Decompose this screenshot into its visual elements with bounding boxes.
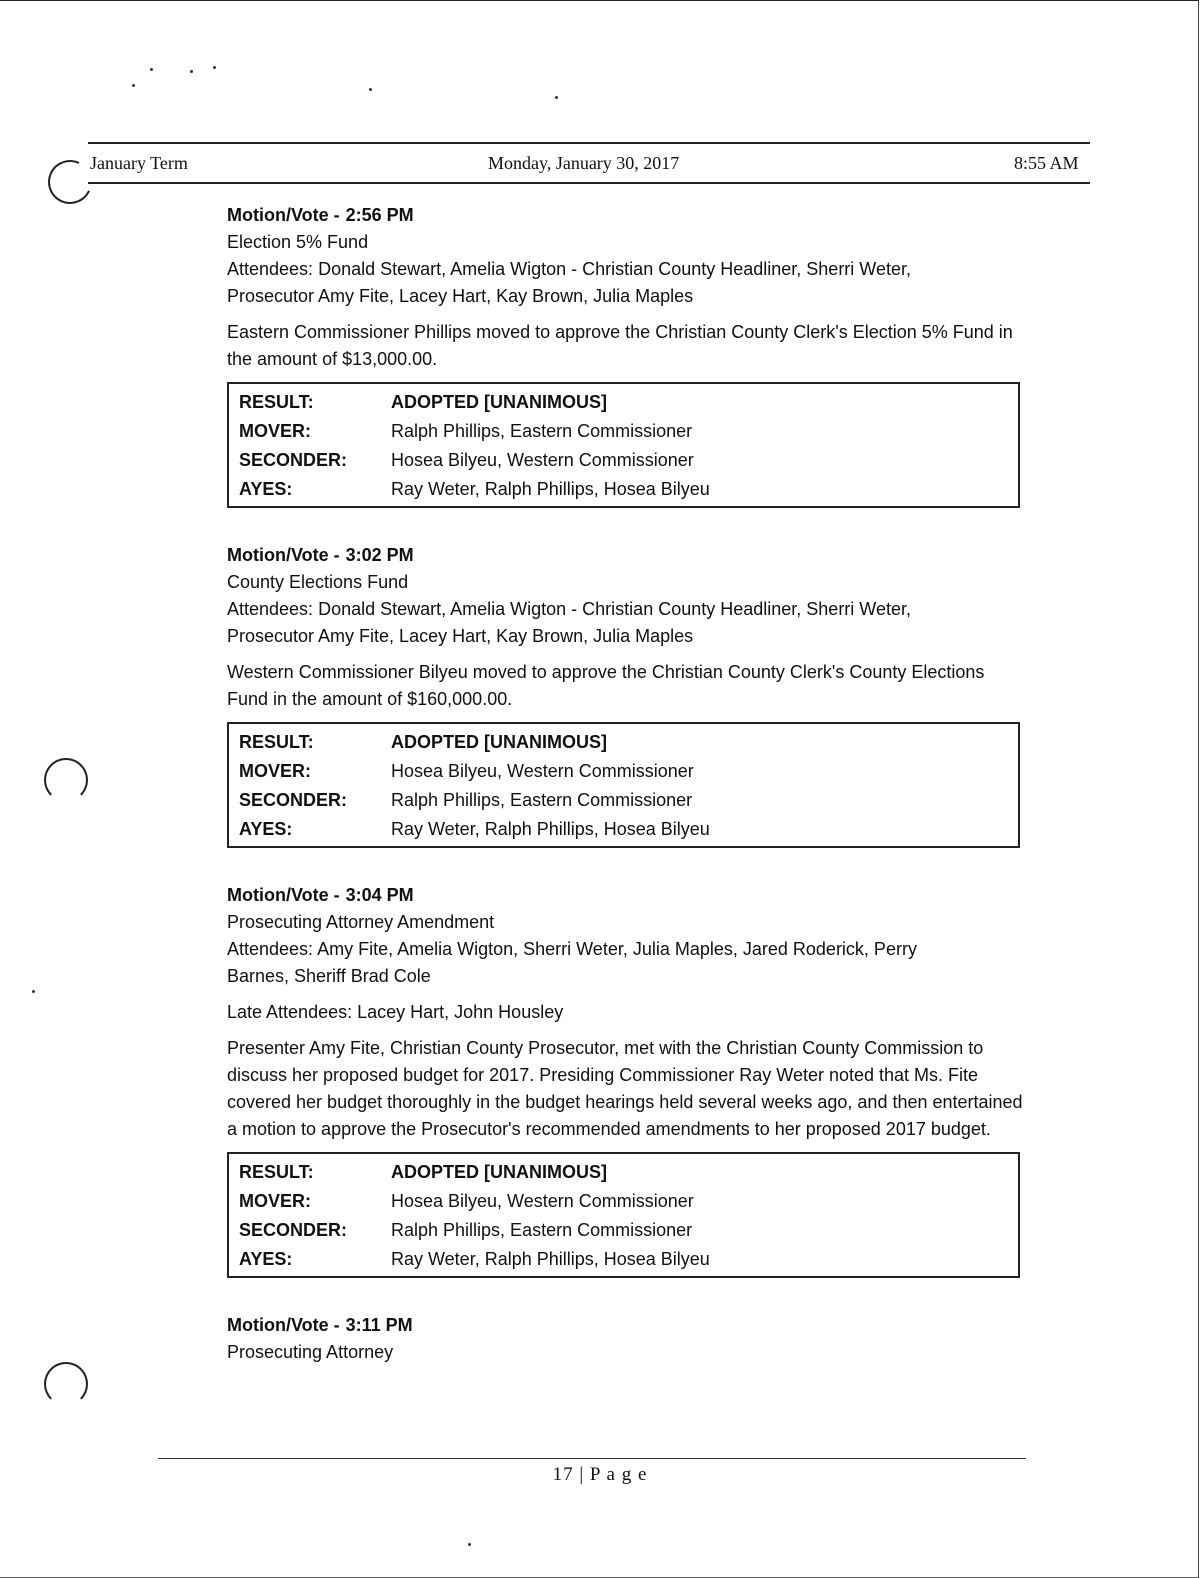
scan-speck — [369, 88, 372, 91]
footer-rule — [158, 1458, 1026, 1459]
vote-result-table — [227, 382, 1020, 508]
page-number: 17 | P a g e — [552, 1464, 648, 1485]
vote-label: MOVER: — [239, 761, 311, 781]
vote-result: ADOPTED [UNANIMOUS] — [391, 392, 607, 412]
vote-row-ayes — [229, 1245, 1018, 1274]
vote-row-ayes — [229, 475, 1018, 504]
header-rule-bottom — [88, 182, 1090, 184]
scan-speck — [213, 66, 216, 69]
attendees-line: Barnes, Sheriff Brad Cole — [227, 966, 431, 986]
vote-label: RESULT: — [239, 392, 314, 412]
scan-speck — [32, 990, 35, 993]
punch-hole-bottom — [44, 1362, 88, 1406]
attendees-line: Prosecutor Amy Fite, Lacey Hart, Kay Brown, Julia Maples — [227, 626, 694, 646]
vote-label: AYES: — [239, 479, 293, 499]
motion-section — [227, 202, 1027, 508]
scan-speck — [468, 1543, 471, 1546]
vote-seconder: Ralph Phillips, Eastern Commissioner — [391, 1220, 693, 1240]
late-attendees: Late Attendees: Lacey Hart, John Housley — [227, 1002, 564, 1022]
vote-result-table — [227, 722, 1020, 848]
vote-ayes: Ray Weter, Ralph Phillips, Hosea Bilyeu — [391, 479, 710, 499]
scan-speck — [150, 68, 153, 71]
minutes-content — [227, 202, 1027, 1384]
vote-label: MOVER: — [239, 421, 311, 441]
attendees-line: Attendees: Amy Fite, Amelia Wigton, Sherri Weter, Julia Maples, Jared Roderick, Perry — [227, 939, 917, 959]
vote-mover: Ralph Phillips, Eastern Commissioner — [391, 421, 693, 441]
vote-row-seconder — [229, 446, 1018, 475]
header-time: 8:55 AM — [1014, 153, 1079, 173]
vote-row-seconder — [229, 1216, 1018, 1245]
vote-label: SECONDER: — [239, 1220, 348, 1240]
vote-mover: Hosea Bilyeu, Western Commissioner — [391, 761, 694, 781]
vote-label: AYES: — [239, 819, 293, 839]
motion-paragraph: Eastern Commissioner Phillips moved to approve the Christian County Clerk's Election 5% Fund in the amount of $13,000.00. — [227, 322, 1013, 369]
motion-label: Motion/Vote - — [227, 205, 340, 225]
punch-hole-middle — [44, 758, 88, 802]
header-date: Monday, January 30, 2017 — [488, 153, 680, 173]
vote-label: MOVER: — [239, 1191, 311, 1211]
vote-label: AYES: — [239, 1249, 293, 1269]
vote-row-result — [229, 1158, 1018, 1187]
vote-result-table — [227, 1152, 1020, 1278]
motion-heading — [227, 882, 1027, 909]
vote-label: RESULT: — [239, 1162, 314, 1182]
motion-heading — [227, 1312, 1027, 1339]
header-term: January Term — [90, 153, 188, 173]
motion-label: Motion/Vote - — [227, 1315, 340, 1335]
motion-paragraph: Presenter Amy Fite, Christian County Prosecutor, met with the Christian County Commission to discuss her proposed budget for 2017. Presiding Commissioner Ray Weter noted that Ms. Fite covered her budget thoroughly in the budget hearings held several weeks ago, and then entertained a motion to approve the Prosecutor's recommended amendments to her proposed 2017 budget. — [227, 1038, 1023, 1139]
vote-row-mover — [229, 1187, 1018, 1216]
motion-heading — [227, 542, 1027, 569]
vote-ayes: Ray Weter, Ralph Phillips, Hosea Bilyeu — [391, 1249, 710, 1269]
motion-time: 3:11 PM — [345, 1315, 413, 1335]
motion-section — [227, 542, 1027, 848]
vote-label: SECONDER: — [239, 450, 348, 470]
vote-row-seconder — [229, 786, 1018, 815]
vote-seconder: Hosea Bilyeu, Western Commissioner — [391, 450, 694, 470]
scan-speck — [132, 84, 135, 87]
motion-label: Motion/Vote - — [227, 545, 340, 565]
motion-time: 3:02 PM — [345, 545, 414, 565]
vote-label: RESULT: — [239, 732, 314, 752]
motion-time: 2:56 PM — [345, 205, 414, 225]
motion-title: Election 5% Fund — [227, 232, 369, 252]
motion-section — [227, 882, 1027, 1278]
header-rule-top — [88, 142, 1090, 144]
motion-paragraph: Western Commissioner Bilyeu moved to approve the Christian County Clerk's County Elections Fund in the amount of $160,000.00. — [227, 662, 985, 709]
motion-title: Prosecuting Attorney — [227, 1342, 394, 1362]
scan-speck — [190, 70, 193, 73]
motion-label: Motion/Vote - — [227, 885, 340, 905]
motion-title: County Elections Fund — [227, 572, 409, 592]
motion-heading — [227, 202, 1027, 229]
attendees-line: Attendees: Donald Stewart, Amelia Wigton - Christian County Headliner, Sherri Weter, — [227, 599, 911, 619]
vote-row-result — [229, 728, 1018, 757]
vote-result: ADOPTED [UNANIMOUS] — [391, 732, 607, 752]
vote-seconder: Ralph Phillips, Eastern Commissioner — [391, 790, 693, 810]
attendees-line: Prosecutor Amy Fite, Lacey Hart, Kay Brown, Julia Maples — [227, 286, 694, 306]
vote-row-mover — [229, 757, 1018, 786]
vote-row-mover — [229, 417, 1018, 446]
scan-speck — [555, 96, 558, 99]
motion-section — [227, 1312, 1027, 1366]
vote-row-result — [229, 388, 1018, 417]
attendees-line: Attendees: Donald Stewart, Amelia Wigton - Christian County Headliner, Sherri Weter, — [227, 259, 911, 279]
vote-label: SECONDER: — [239, 790, 348, 810]
vote-ayes: Ray Weter, Ralph Phillips, Hosea Bilyeu — [391, 819, 710, 839]
vote-row-ayes — [229, 815, 1018, 844]
vote-result: ADOPTED [UNANIMOUS] — [391, 1162, 607, 1182]
vote-mover: Hosea Bilyeu, Western Commissioner — [391, 1191, 694, 1211]
motion-time: 3:04 PM — [345, 885, 414, 905]
motion-title: Prosecuting Attorney Amendment — [227, 912, 495, 932]
